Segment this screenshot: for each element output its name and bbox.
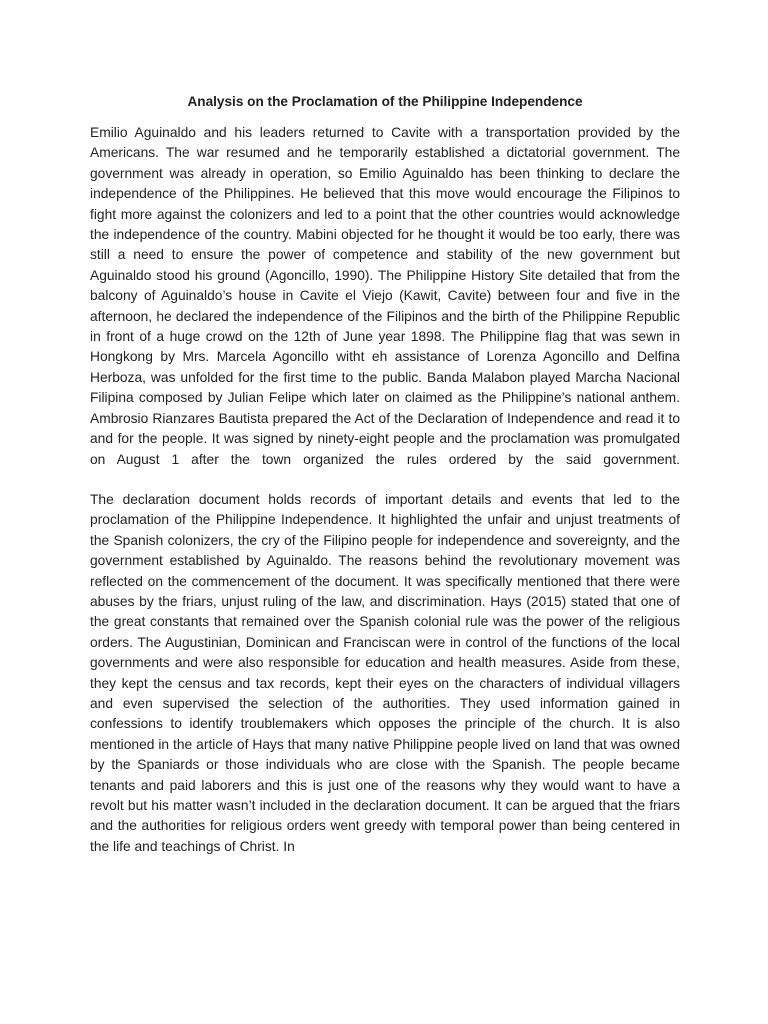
document-page — [90, 92, 680, 857]
document-title: Analysis on the Proclamation of the Philippine Independence — [187, 94, 583, 109]
paragraph-1: Emilio Aguinaldo and his leaders returned to Cavite with a transportation provided by the Americans. The war resumed and he temporarily established a dictatorial government. The government was already in operation, so Emilio Aguinaldo has been thinking to declare the independence of the Philippines. He believed that this move would encourage the Filipinos to fight more against the colonizers and led to a point that the other countries would acknowledge the independence of the country. Mabini objected for he thought it would be too early, there was still a need to ensure the power of competence and stability of the new government but Aguinaldo stood his ground (Agoncillo, 1990). The Philippine History Site detailed that from the balcony of Aguinaldo’s house in Cavite el Viejo (Kawit, Cavite) between four and five in the afternoon, he declared the independence of the Filipinos and the birth of the Philippine Republic in front of a huge crowd on the 12th of June year 1898. The Philippine flag that was sewn in Hongkong by Mrs. Marcela Agoncillo witht eh assistance of Lorenza Agoncillo and Delfina Herboza, was unfolded for the first time to the public. Banda Malabon played Marcha Nacional Filipina composed by Julian Felipe which later on claimed as the Philippine’s national anthem. Ambrosio Rianzares Bautista prepared the Act of the Declaration of Independence and read it to and for the people. It was signed by ninety-eight people and the proclamation was promulgated on August 1 after the town organized the rules ordered by the said government. — [90, 125, 680, 467]
paragraph-spacer — [90, 470, 680, 490]
paragraph-2: The declaration document holds records of important details and events that led to the proclamation of the Philippine Independence. It highlighted the unfair and unjust treatments of the Spanish colonizers, the cry of the Filipino people for independence and sovereignty, and the government established by Aguinaldo. The reasons behind the revolutionary movement was reflected on the commencement of the document. It was specifically mentioned that there were abuses by the friars, unjust ruling of the law, and discrimination. Hays (2015) stated that one of the great constants that remained over the Spanish colonial rule was the power of the religious orders. The Augustinian, Dominican and Franciscan were in control of the functions of the local governments and were also responsible for education and health measures. Aside from these, they kept the census and tax records, kept their eyes on the characters of individual villagers and even supervised the selection of the authorities. They used information gained in confessions to identify troublemakers which opposes the principle of the church. It is also mentioned in the article of Hays that many native Philippine people lived on land that was owned by the Spaniards or those individuals who are close with the Spanish. The people became tenants and paid laborers and this is just one of the reasons why they would want to have a revolt but his matter wasn’t included in the declaration document. It can be argued that the friars and the authorities for religious orders went greedy with temporal power than being centered in the life and teachings of Christ. In — [90, 491, 680, 854]
